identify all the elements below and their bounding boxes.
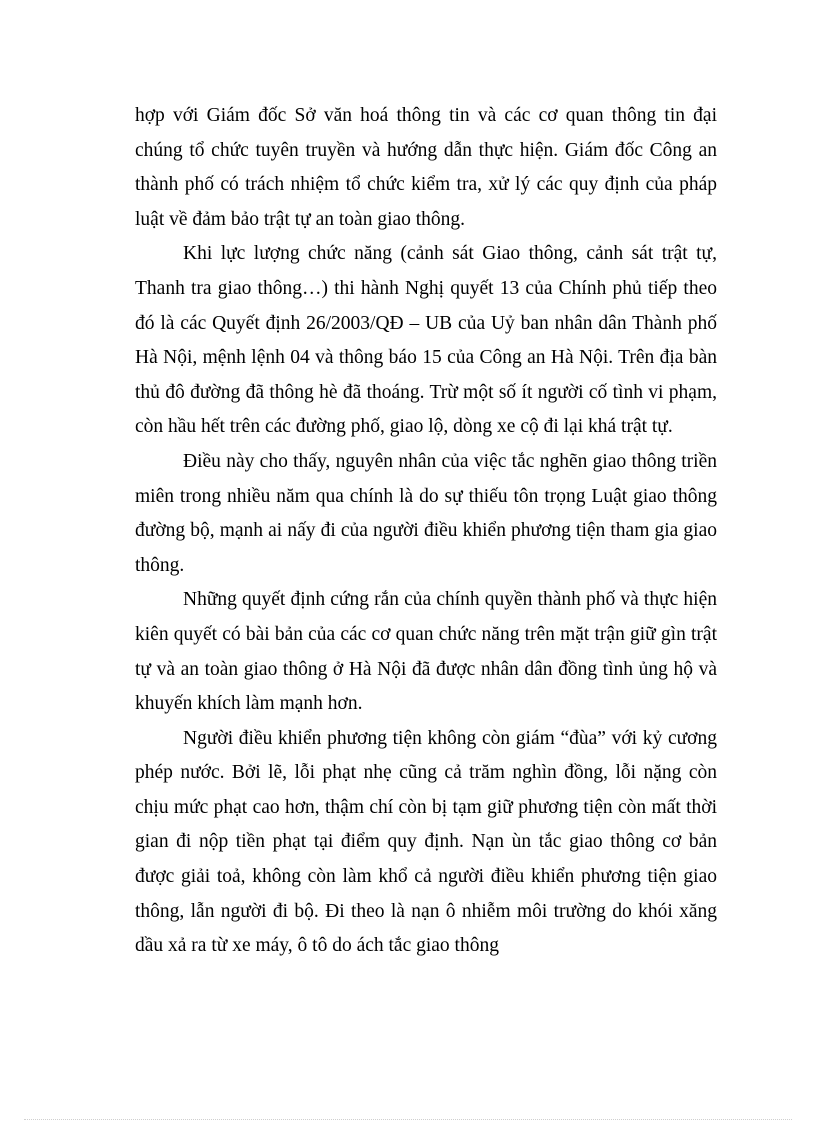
- paragraph-continuation: hợp với Giám đốc Sở văn hoá thông tin và các cơ quan thông tin đại chúng tổ chức tuyên truyền và hướng dẫn thực hiện. Giám đốc Công an thành phố có trách nhiệm tổ chức kiểm tra, xử lý các quy định của pháp luật về đảm bảo trật tự an toàn giao thông.: [135, 105, 717, 230]
- page-bottom-divider: [24, 1119, 792, 1120]
- document-body: [135, 99, 717, 964]
- paragraph-penalties: Người điều khiển phương tiện không còn giám “đùa” với kỷ cương phép nước. Bởi lẽ, lỗi phạt nhẹ cũng cả trăm nghìn đồng, lỗi nặng còn chịu mức phạt cao hơn, thậm chí còn bị tạm giữ phương tiện còn mất thời gian đi nộp tiền phạt tại điểm quy định. Nạn ùn tắc giao thông cơ bản được giải toả, không còn làm khổ cả người điều khiển phương tiện giao thông, lẫn người đi bộ. Đi theo là nạn ô nhiễm môi trường do khói xăng dầu xả ra từ xe máy, ô tô do ách tắc giao thông: [135, 727, 717, 957]
- paragraph-public-support: Những quyết định cứng rắn của chính quyền thành phố và thực hiện kiên quyết có bài bản của các cơ quan chức năng trên mặt trận giữ gìn trật tự và an toàn giao thông ở Hà Nội đã được nhân dân đồng tình ủng hộ và khuyến khích làm mạnh hơn.: [135, 589, 717, 715]
- paragraph-enforcement: Khi lực lượng chức năng (cảnh sát Giao thông, cảnh sát trật tự, Thanh tra giao thông…) thi hành Nghị quyết 13 của Chính phủ tiếp theo đó là các Quyết định 26/2003/QĐ – UB của Uỷ ban nhân dân Thành phố Hà Nội, mệnh lệnh 04 và thông báo 15 của Công an Hà Nội. Trên địa bàn thủ đô đường đã thông hè đã thoáng. Trừ một số ít người cố tình vi phạm, còn hầu hết trên các đường phố, giao lộ, dòng xe cộ đi lại khá trật tự.: [135, 243, 717, 438]
- paragraph-cause: Điều này cho thấy, nguyên nhân của việc tắc nghẽn giao thông triền miên trong nhiều năm qua chính là do sự thiếu tôn trọng Luật giao thông đường bộ, mạnh ai nấy đi của người điều khiển phương tiện tham gia giao thông.: [135, 450, 717, 576]
